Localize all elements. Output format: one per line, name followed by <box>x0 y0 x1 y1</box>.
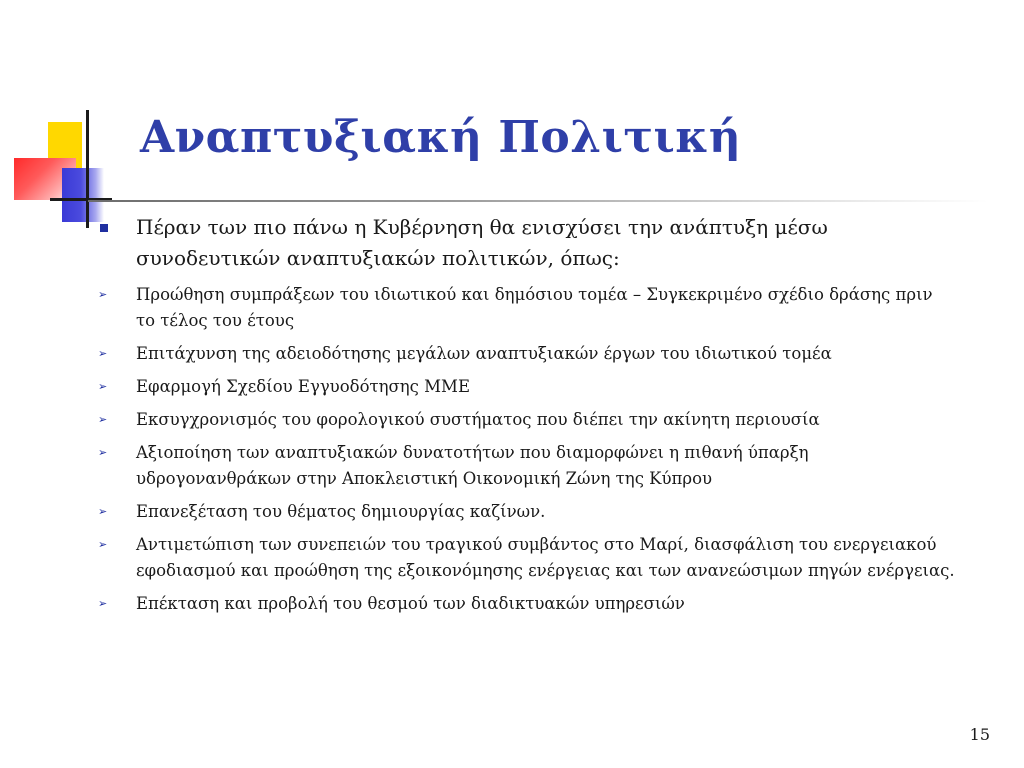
list-item <box>96 341 956 367</box>
list-item <box>96 282 956 334</box>
list-item-text: Αντιμετώπιση των συνεπειών του τραγικού συμβάντος στο Μαρί, διασφάλιση του ενεργειακού εφοδιασμού και προώθηση της εξοικονόμησης ενέργειας και των ανανεώσιμων πηγών ενέργειας. <box>136 535 955 580</box>
title-divider <box>88 200 988 202</box>
list-item <box>96 532 956 584</box>
list-item-text: Εφαρμογή Σχεδίου Εγγυοδότησης ΜΜΕ <box>136 377 470 396</box>
arrow-bullet-icon: ➢ <box>98 380 108 393</box>
arrow-bullet-icon: ➢ <box>98 505 108 518</box>
arrow-bullet-icon: ➢ <box>98 597 108 610</box>
list-item-text: Επιτάχυνση της αδειοδότησης μεγάλων αναπτυξιακών έργων του ιδιωτικού τομέα <box>136 344 832 363</box>
slide-number: 15 <box>969 725 990 744</box>
list-item <box>96 591 956 617</box>
lead-bullet <box>96 212 956 274</box>
list-item <box>96 499 956 525</box>
arrow-bullet-icon: ➢ <box>98 288 108 301</box>
list-item <box>96 440 956 492</box>
list-item-text: Επέκταση και προβολή του θεσμού των διαδικτυακών υπηρεσιών <box>136 594 685 613</box>
arrow-bullet-icon: ➢ <box>98 446 108 459</box>
list-item <box>96 407 956 433</box>
list-item-text: Προώθηση συμπράξεων του ιδιωτικού και δημόσιου τομέα – Συγκεκριμένο σχέδιο δράσης πριν το τέλος του έτους <box>136 285 933 330</box>
arrow-bullet-icon: ➢ <box>98 347 108 360</box>
sub-bullet-list <box>96 282 956 617</box>
slide-content <box>96 212 956 624</box>
list-item <box>96 374 956 400</box>
arrow-bullet-icon: ➢ <box>98 538 108 551</box>
decoration-vertical-line <box>86 110 89 228</box>
list-item-text: Αξιοποίηση των αναπτυξιακών δυνατοτήτων που διαμορφώνει η πιθανή ύπαρξη υδρογονανθράκων στην Αποκλειστική Οικονομική Ζώνη της Κύπρου <box>136 443 809 488</box>
title-decoration <box>0 0 160 240</box>
list-item-text: Επανεξέταση του θέματος δημιουργίας καζίνων. <box>136 502 546 521</box>
lead-text: Πέραν των πιο πάνω η Κυβέρνηση θα ενισχύσει την ανάπτυξη μέσω συνοδευτικών αναπτυξιακών πολιτικών, όπως: <box>136 215 828 270</box>
arrow-bullet-icon: ➢ <box>98 413 108 426</box>
slide-title: Αναπτυξιακή Πολιτική <box>140 112 742 163</box>
list-item-text: Εκσυγχρονισμός του φορολογικού συστήματος που διέπει την ακίνητη περιουσία <box>136 410 820 429</box>
square-bullet-icon <box>100 224 108 232</box>
